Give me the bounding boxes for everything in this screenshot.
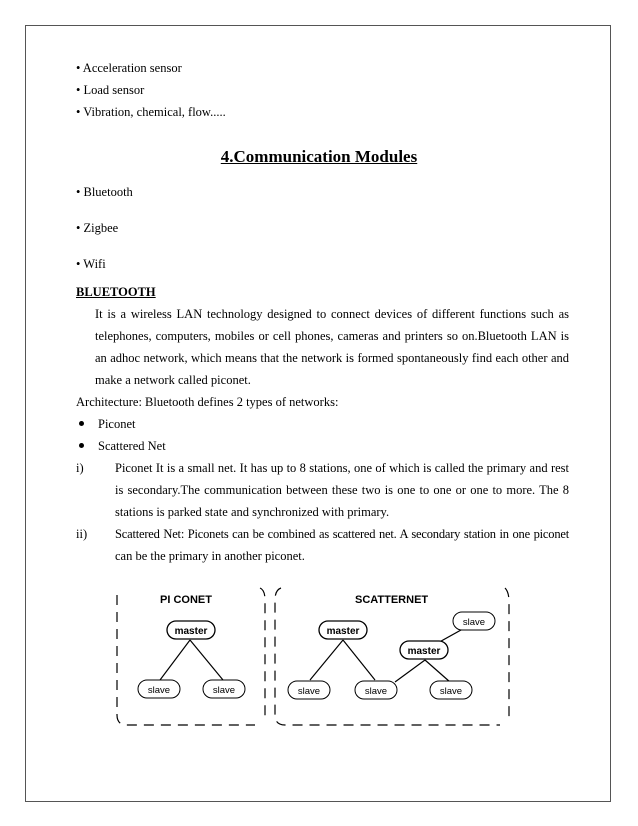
scatternet-label: SCATTERNET <box>355 594 429 606</box>
network-type-scattered: Scattered Net <box>98 439 166 453</box>
piconet-slave-node <box>138 680 180 698</box>
item-line: can be the primary in another piconet. <box>115 549 305 563</box>
module-zigbee: • Zigbee <box>76 221 119 235</box>
architecture-text: Architecture: Bluetooth defines 2 types of networks: <box>76 395 339 409</box>
module-bluetooth: • Bluetooth <box>76 185 133 199</box>
svg-text:master: master <box>407 646 441 657</box>
section-heading: 4.Communication Modules <box>220 147 418 166</box>
scatternet-master-node <box>400 641 448 659</box>
scatternet-slave-node <box>288 681 330 699</box>
scatternet-boundary <box>275 588 500 725</box>
bullet-acceleration-sensor: • Acceleration sensor <box>76 61 182 75</box>
bluetooth-title: BLUETOOTH <box>76 285 156 299</box>
item-marker: ii) <box>76 527 88 541</box>
svg-text:master: master <box>326 626 360 637</box>
svg-text:slave: slave <box>297 686 321 697</box>
svg-text:slave: slave <box>462 617 486 628</box>
bullet-dot <box>79 443 84 448</box>
svg-text:slave: slave <box>147 685 171 696</box>
piconet-slave-node <box>203 680 245 698</box>
piconet-scatternet-diagram <box>105 580 520 730</box>
paragraph-line: It is a wireless LAN technology designed to connect devices of different functions such as <box>95 307 569 321</box>
svg-text:master: master <box>174 626 208 637</box>
scatternet-slave-node <box>430 681 472 699</box>
network-type-piconet: Piconet <box>98 417 136 431</box>
scatternet-slave-node <box>453 612 495 630</box>
item-marker: i) <box>76 461 84 475</box>
bullet-load-sensor: • Load sensor <box>76 83 145 97</box>
module-wifi: • Wifi <box>76 257 106 271</box>
item-line: Piconet It is a small net. It has up to 8 stations, one of which is called the primary and rest <box>115 461 569 475</box>
scatternet-master-node <box>319 621 367 639</box>
piconet-label: PI CONET <box>160 594 212 606</box>
bullet-dot <box>79 421 84 426</box>
item-line: stations is parked state and synchronized with primary. <box>115 505 390 519</box>
bullet-vibration: • Vibration, chemical, flow..... <box>76 105 226 119</box>
item-line: Scattered Net: Piconets can be combined as scattered net. A secondary station in one piconet <box>115 527 569 541</box>
svg-text:slave: slave <box>212 685 236 696</box>
paragraph-line: telephones, computers, mobiles or cell phones, cameras and printers so on.Bluetooth LAN is <box>95 329 569 343</box>
scatternet-slave-node <box>355 681 397 699</box>
piconet-master-node <box>167 621 215 639</box>
svg-text:slave: slave <box>364 686 388 697</box>
paragraph-line: an adhoc network, which means that the network is formed spontaneously find each other and <box>95 351 569 365</box>
paragraph-line: make a network called piconet. <box>95 373 251 387</box>
piconet-boundary <box>117 595 255 725</box>
svg-text:slave: slave <box>439 686 463 697</box>
item-line: is secondary.The communication between these two is one to one or one to more. The 8 <box>115 483 569 497</box>
